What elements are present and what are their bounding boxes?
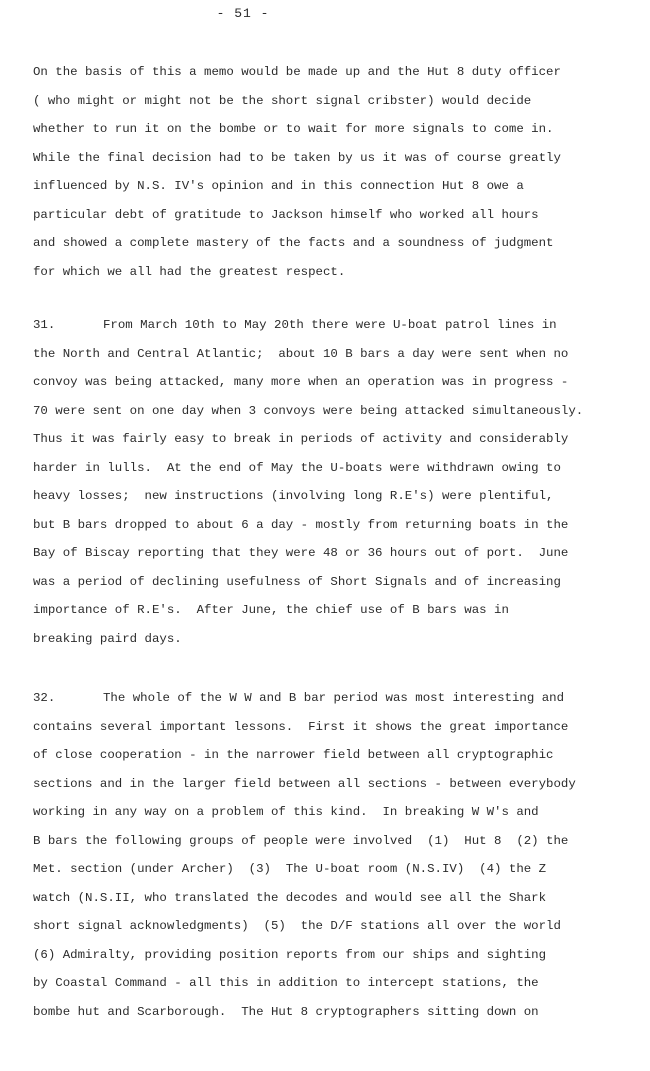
line-text: for which we all had the greatest respect. (33, 264, 346, 279)
line-text: B bars the following groups of people were involved (1) Hut 8 (2) the (33, 833, 569, 848)
line-text: short signal acknowledgments) (5) the D/F stations all over the world (33, 919, 561, 933)
paragraph-31 (33, 311, 583, 653)
line-text: but B bars dropped to about 6 a day - mostly from returning boats in the (33, 517, 569, 532)
text-line (33, 969, 576, 998)
text-line (33, 941, 576, 970)
line-text: bombe hut and Scarborough. The Hut 8 cryptographers sitting down on (33, 1004, 539, 1019)
line-text: and showed a complete mastery of the facts and a soundness of judgment (33, 236, 554, 250)
line-text: sections and in the larger field between all sections - between everybody (33, 776, 576, 791)
text-line (33, 258, 561, 287)
line-text: convoy was being attacked, many more when an operation was in progress - (33, 375, 569, 389)
text-line (33, 568, 583, 597)
text-line (33, 625, 583, 654)
text-line (33, 144, 561, 173)
line-text: From March 10th to May 20th there were U-boat patrol lines in (103, 318, 557, 332)
paragraph-number: 32. (33, 691, 56, 705)
line-text: was a period of declining usefulness of Short Signals and of increasing (33, 574, 561, 589)
text-line (33, 539, 583, 568)
line-text: watch (N.S.II, who translated the decodes and would see all the Shark (33, 890, 547, 905)
paragraph-32 (33, 684, 576, 1026)
text-line (33, 311, 583, 340)
line-text: On the basis of this a memo would be made up and the Hut 8 duty officer (33, 65, 561, 79)
line-text: heavy losses; new instructions (involving long R.E's) were plentiful, (33, 489, 554, 503)
line-text: Bay of Biscay reporting that they were 48 or 36 hours out of port. June (33, 546, 569, 560)
text-line (33, 827, 576, 856)
text-line (33, 912, 576, 941)
line-text: (6) Admiralty, providing position reports from our ships and sighting (33, 947, 547, 962)
line-text: Thus it was fairly easy to break in periods of activity and considerably (33, 432, 569, 446)
line-text: The whole of the W W and B bar period was most interesting and (103, 691, 565, 705)
line-text: ( who might or might not be the short signal cribster) would decide (33, 93, 532, 108)
text-line (33, 511, 583, 540)
text-line (33, 998, 576, 1027)
line-text: particular debt of gratitude to Jackson himself who worked all hours (33, 207, 539, 222)
line-text: 70 were sent on one day when 3 convoys were being attacked simultaneously. (33, 403, 584, 418)
text-line (33, 201, 561, 230)
text-line (33, 172, 561, 201)
text-line (33, 855, 576, 884)
line-text: contains several important lessons. First it shows the great importance (33, 719, 569, 734)
text-line (33, 482, 583, 511)
text-line (33, 884, 576, 913)
text-line (33, 741, 576, 770)
text-line (33, 115, 561, 144)
paragraph-number: 31. (33, 318, 56, 332)
text-line (33, 397, 583, 426)
page-number: - 51 - (216, 6, 270, 21)
text-line (33, 340, 583, 369)
text-line (33, 425, 583, 454)
line-text: whether to run it on the bombe or to wait for more signals to come in. (33, 122, 554, 136)
text-line (33, 58, 561, 87)
line-text: influenced by N.S. IV's opinion and in this connection Hut 8 owe a (33, 179, 524, 193)
text-line (33, 596, 583, 625)
text-line (33, 798, 576, 827)
text-line (33, 368, 583, 397)
text-line (33, 454, 583, 483)
line-text: breaking paird days. (33, 631, 182, 646)
paragraph-continuation (33, 58, 561, 286)
line-text: harder in lulls. At the end of May the U-boats were withdrawn owing to (33, 460, 561, 475)
line-text: importance of R.E's. After June, the chief use of B bars was in (33, 603, 509, 617)
line-text: by Coastal Command - all this in addition to intercept stations, the (33, 976, 539, 990)
text-line (33, 770, 576, 799)
text-line (33, 684, 576, 713)
line-text: of close cooperation - in the narrower field between all cryptographic (33, 748, 554, 762)
line-text: Met. section (under Archer) (3) The U-boat room (N.S.IV) (4) the Z (33, 862, 547, 876)
text-line (33, 713, 576, 742)
line-text: While the final decision had to be taken by us it was of course greatly (33, 150, 561, 165)
line-text: the North and Central Atlantic; about 10 B bars a day were sent when no (33, 346, 569, 361)
text-line (33, 87, 561, 116)
text-line (33, 229, 561, 258)
line-text: working in any way on a problem of this kind. In breaking W W's and (33, 805, 539, 819)
